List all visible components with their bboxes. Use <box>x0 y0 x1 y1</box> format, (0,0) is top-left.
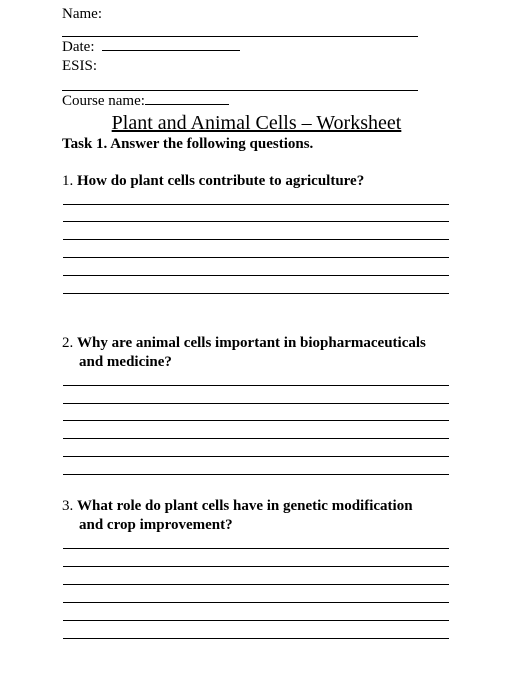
name-label: Name: <box>62 6 102 22</box>
esis-line[interactable] <box>62 90 418 91</box>
answer-line[interactable] <box>63 438 449 439</box>
question-text-continued: and crop improvement? <box>79 517 233 533</box>
answer-line[interactable] <box>63 204 449 205</box>
date-label: Date: <box>62 39 95 55</box>
answer-line[interactable] <box>63 602 449 603</box>
answer-line[interactable] <box>63 584 449 585</box>
answer-line[interactable] <box>63 221 449 222</box>
question-text: What role do plant cells have in genetic modification <box>77 498 413 514</box>
answer-line[interactable] <box>63 620 449 621</box>
answer-line[interactable] <box>63 638 449 639</box>
name-line[interactable] <box>62 36 418 37</box>
answer-line[interactable] <box>63 257 449 258</box>
question-number: 2. <box>62 335 74 351</box>
question-2 <box>62 334 426 353</box>
answer-line[interactable] <box>63 548 449 549</box>
course-blank[interactable] <box>145 92 229 105</box>
answer-line[interactable] <box>63 456 449 457</box>
question-text-continued: and medicine? <box>79 354 172 370</box>
answer-line[interactable] <box>63 385 449 386</box>
question-number: 3. <box>62 498 74 514</box>
question-text: Why are animal cells important in biopharmaceuticals <box>77 335 426 351</box>
question-1 <box>62 172 364 191</box>
course-label: Course name: <box>62 93 145 109</box>
answer-line[interactable] <box>63 566 449 567</box>
answer-line[interactable] <box>63 293 449 294</box>
task-heading: Task 1. Answer the following questions. <box>62 136 314 152</box>
date-blank[interactable] <box>102 38 240 51</box>
date-field <box>62 38 240 56</box>
answer-line[interactable] <box>63 403 449 404</box>
worksheet-title: Plant and Animal Cells – Worksheet <box>111 112 402 134</box>
answer-line[interactable] <box>63 275 449 276</box>
course-field <box>62 92 229 110</box>
question-text: How do plant cells contribute to agriculture? <box>77 173 365 189</box>
answer-line[interactable] <box>63 420 449 421</box>
answer-line[interactable] <box>63 239 449 240</box>
esis-label: ESIS: <box>62 58 98 74</box>
answer-line[interactable] <box>63 474 449 475</box>
question-number: 1. <box>62 173 74 189</box>
question-3 <box>62 497 413 516</box>
